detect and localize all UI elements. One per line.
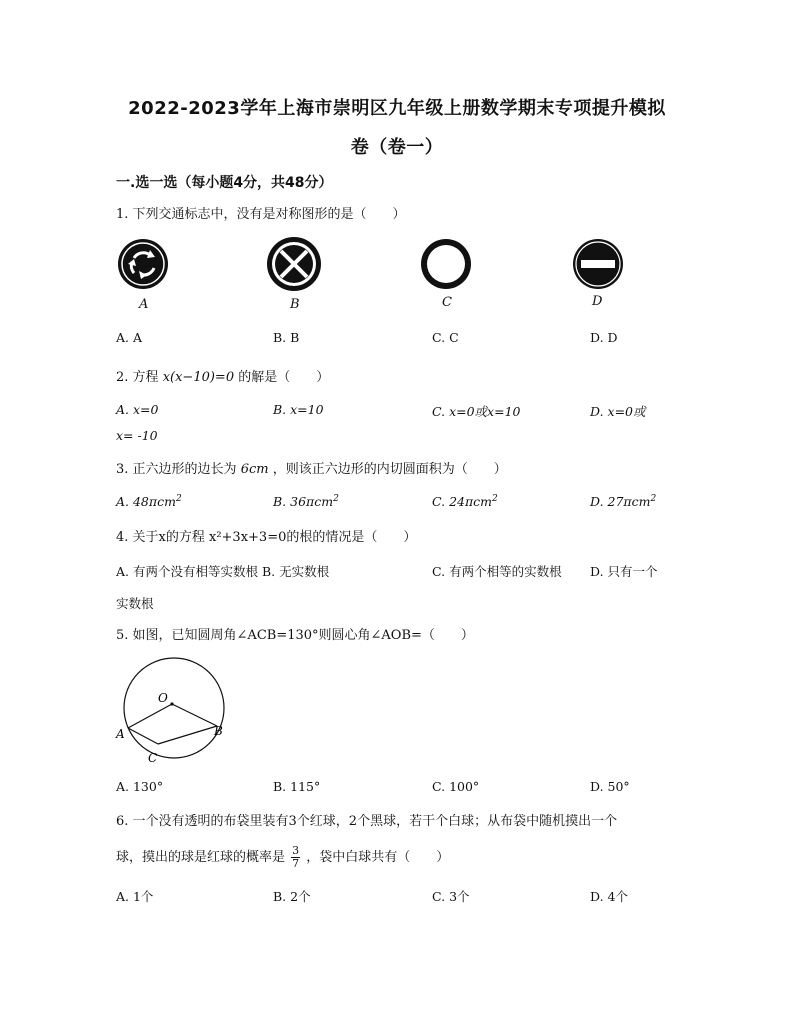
q4-option-c[interactable]: C. 有两个相等的实数根 [432, 564, 562, 579]
question-6-stem-2 [116, 845, 449, 870]
q6-option-b[interactable]: B. 2个 [273, 889, 311, 904]
q4-option-d[interactable]: D. 只有一个 [590, 564, 658, 579]
q2-option-c[interactable]: C. x=0或x=10 [432, 404, 521, 419]
q2-prefix: 2. 方程 [116, 370, 159, 385]
q3-option-b[interactable]: B. 36πcm$^2$ [273, 494, 339, 510]
label-a: A [116, 727, 125, 741]
q2-option-b[interactable]: B. x=10 [273, 402, 324, 417]
circle-figure [114, 656, 234, 768]
q6-prefix: 球，摸出的球是红球的概率是 [116, 850, 286, 865]
q2-suffix: 的解是（ ） [238, 370, 330, 385]
q4-option-b[interactable]: B. 无实数根 [262, 564, 330, 579]
label-o: O [158, 691, 168, 705]
question-5-stem: 5. 如图，已知圆周角∠ACB=130°则圆心角∠AOB=（ ） [116, 628, 474, 643]
q4-option-d-cont: 实数根 [116, 596, 154, 611]
fraction-numerator: 3 [292, 844, 300, 857]
sign-label-b: B [290, 297, 300, 312]
q5-option-a[interactable]: A. 130° [116, 779, 164, 794]
q5-option-d[interactable]: D. 50° [590, 779, 630, 794]
q1-option-a[interactable]: A. A [116, 330, 143, 345]
q3-option-c[interactable]: C. 24πcm$^2$ [432, 494, 498, 510]
question-1-stem: 1. 下列交通标志中，没有是对称图形的是（ ） [116, 207, 406, 222]
q2-equation: x(x−10)=0 [162, 370, 235, 385]
probability-fraction [291, 845, 300, 870]
section-heading: 一.选一选（每小题4分，共48分） [116, 175, 333, 191]
q2-option-a[interactable]: A. x=0 [116, 402, 159, 417]
q3-suffix: ，则该正六边形的内切圆面积为（ ） [272, 462, 507, 477]
question-3-stem [116, 458, 507, 477]
q3-option-d[interactable]: D. 27πcm$^2$ [590, 494, 657, 510]
q2-option-d[interactable]: D. x=0或 [590, 404, 646, 419]
sign-label-d: D [592, 294, 603, 309]
q6-suffix: ，袋中白球共有（ ） [306, 850, 450, 865]
q5-option-b[interactable]: B. 115° [273, 779, 321, 794]
question-6-stem-1: 6. 一个没有透明的布袋里装有3个红球，2个黑球，若干个白球；从布袋中随机摸出一个 [116, 814, 618, 829]
question-4-stem: 4. 关于x的方程 x²+3x+3=0的根的情况是（ ） [116, 530, 417, 545]
q1-option-b[interactable]: B. B [273, 330, 300, 345]
q2-option-d-cont: x= -10 [116, 428, 158, 443]
label-b: B [214, 724, 223, 738]
q3-prefix: 3. 正六边形的边长为 [116, 462, 237, 477]
no-vehicles-sign-icon [420, 238, 472, 290]
sign-label-c: C [442, 295, 452, 310]
page-title-line1: 2022-2023学年上海市崇明区九年级上册数学期末专项提升模拟 [128, 98, 666, 119]
roundabout-sign-icon [117, 238, 169, 290]
label-c: C [148, 751, 158, 765]
no-entry-sign-icon [572, 238, 624, 290]
sign-label-a: A [139, 297, 149, 312]
q4-option-a[interactable]: A. 有两个没有相等实数根 [116, 564, 258, 579]
q6-option-c[interactable]: C. 3个 [432, 889, 470, 904]
q1-option-c[interactable]: C. C [432, 330, 459, 345]
q6-option-d[interactable]: D. 4个 [590, 889, 628, 904]
q5-option-c[interactable]: C. 100° [432, 779, 480, 794]
no-stopping-sign-icon [266, 236, 322, 292]
fraction-denominator: 7 [292, 857, 300, 870]
q6-option-a[interactable]: A. 1个 [116, 889, 154, 904]
question-2-stem [116, 366, 329, 385]
q3-edge: 6cm [240, 462, 269, 477]
q3-option-a[interactable]: A. 48πcm$^2$ [116, 494, 182, 510]
page-title-line2: 卷（卷一） [350, 137, 444, 158]
q1-option-d[interactable]: D. D [590, 330, 618, 345]
